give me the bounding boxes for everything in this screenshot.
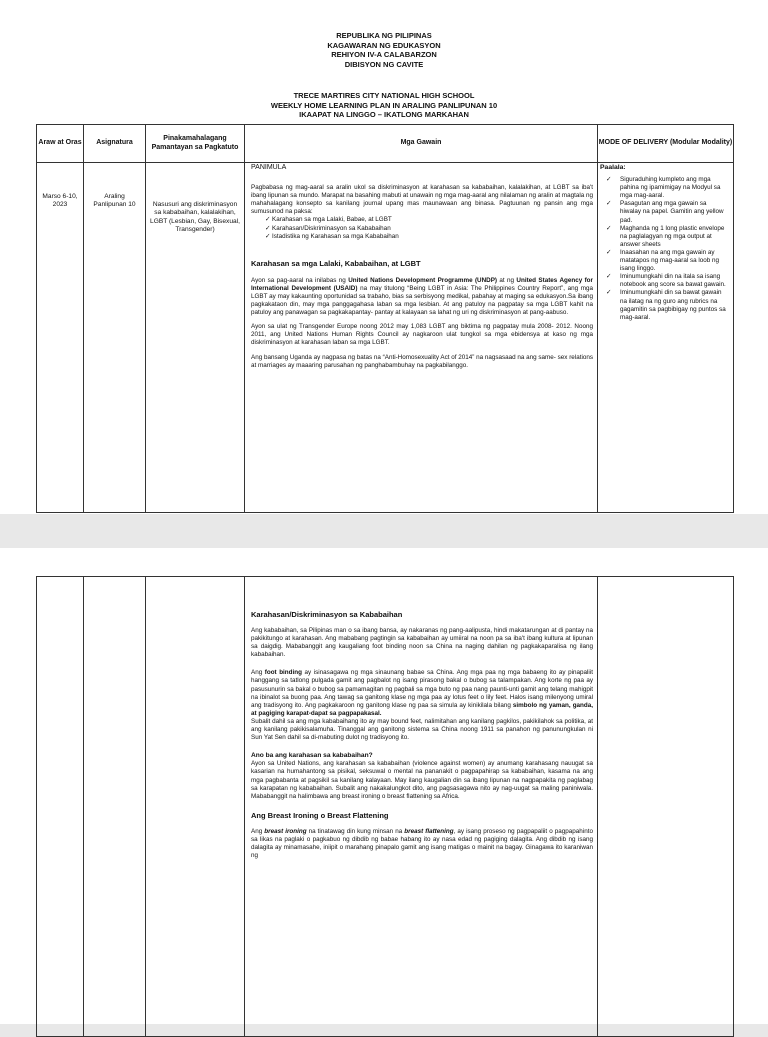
list-item: ✓ Karahasan sa mga Lalaki, Babae, at LGBT bbox=[265, 216, 593, 224]
paalala-box bbox=[598, 163, 733, 322]
list-item: ✓ Inaasahan na ang mga gawain ay matatapos ng mag-aaral sa loob ng isang linggo. bbox=[620, 249, 729, 273]
paragraph: Ang kababaihan, sa Pilipinas man o sa ibang bansa, ay nakaranas ng pang-aalipusta, hindi makatarungan at di pantay na pakikitungo at karahasan. Ang mababang pagtingin sa kababaihan ay umiiral na noon pa sa iba't ibang kultura at lipunan sa daigdig. Mababanggit ang kaugaliang foot binding noon sa China na naging dahilan ng pagkakaparalisa ng ilang kababaihan. bbox=[251, 627, 593, 659]
learning-plan-table bbox=[36, 124, 734, 513]
section-heading: Karahasan sa mga Lalaki, Kababaihan, at LGBT bbox=[251, 258, 421, 268]
paragraph: Subalit dahil sa ang mga kababaihang ito ay may bound feet, nalimitahan ang kanilang pagkilos, pakikilahok sa politika, at ang kanilang pakikisalamuha. Tinanggal ang ganitong sistema sa China noong 1911 sa panahon ng panunungkulan ni Sun Yat Sen dahil sa di-mabuting dulot ng tradisyong ito. bbox=[251, 717, 593, 742]
school-name: TRECE MARTIRES CITY NATIONAL HIGH SCHOOL bbox=[293, 91, 475, 100]
document-page-2 bbox=[0, 548, 768, 1024]
plan-title: WEEKLY HOME LEARNING PLAN IN ARALING PANLIPUNAN 10 bbox=[270, 100, 498, 110]
paragraph: Ang foot binding ay isinasagawa ng mga sinaunang babae sa China. Ang mga paa ng mga babaeng ito ay pinapaliit hanggang sa tatlong pulgada gamit ang pagbalot ng isang pirasong bakal o bubog sa talampakan. Ang korte ng paa ay pasusunurin sa bakal o bubog sa pamamagitan ng pagbali sa mga buto ng paa nang paunti-unti gamit ang telang mahigpit na ibinalot sa buong paa. Ang tawag sa ganitong klase ng mga paa ay lotus feet o lily feet. Halos isang milenyong umiral ang tradisyong ito. Ang pagkakaroon ng ganitong klase ng paa sa simula ay kinikilala bilang simbolo ng yaman, ganda, at pagiging karapat-dapat sa pagpapakasal. bbox=[251, 669, 593, 717]
header-line-region: REHIYON IV-A CALABARZON bbox=[331, 50, 437, 59]
delivery-cell bbox=[598, 163, 734, 513]
panimula-label: PANIMULA bbox=[251, 164, 287, 171]
activities-content bbox=[245, 577, 597, 860]
list-item: ✓ Istadistika ng Karahasan sa mga Kababaihan bbox=[265, 233, 593, 241]
list-item: ✓ Karahasan/Diskriminasyon sa Kababaihan bbox=[265, 225, 593, 233]
learning-plan-table-continued bbox=[36, 576, 734, 1037]
list-item: ✓ Iminumungkahi din na itala sa isang notebook ang score sa bawat gawain. bbox=[620, 273, 729, 289]
col-header-activities: Mga Gawain bbox=[245, 125, 598, 163]
list-item: ✓ Siguraduhing kumpleto ang mga pahina ng ipamimigay na Modyul sa mga mag-aaral. bbox=[620, 176, 729, 200]
topic-list bbox=[251, 216, 593, 240]
section-heading: Ang Breast Ironing o Breast Flattening bbox=[251, 810, 389, 820]
subject-cell bbox=[84, 163, 146, 513]
subject-cell bbox=[84, 577, 146, 1037]
agency-header bbox=[0, 31, 768, 69]
col-header-subject: Asignatura bbox=[84, 125, 146, 163]
date-cell bbox=[37, 577, 84, 1037]
week-quarter: IKAAPAT NA LINGGO – IKATLONG MARKAHAN bbox=[299, 110, 469, 119]
competency-cell bbox=[146, 577, 245, 1037]
table-row bbox=[37, 577, 734, 1037]
document-page-1 bbox=[0, 0, 768, 514]
col-header-competency: Pinakamahalagang Pamantayan sa Pagkatuto bbox=[146, 125, 245, 163]
header-line-republic: REPUBLIKA NG PILIPINAS bbox=[336, 31, 432, 40]
list-item: ✓ Pasagutan ang mga gawain sa hiwalay na papel. Gamitin ang yellow pad. bbox=[620, 200, 729, 224]
subheading: Ano ba ang karahasan sa kababaihan? bbox=[251, 752, 373, 760]
date-text: Marso 6-10, 2023 bbox=[42, 193, 78, 209]
header-line-deped: KAGAWARAN NG EDUKASYON bbox=[327, 40, 441, 50]
paragraph: Ayon sa United Nations, ang karahasan sa kababaihan (violence against women) ay anumang karahasang nauugat sa kasarian na humahantong sa pisikal, seksuwal o mental na pananakit o pagpapahirap sa kababaihan, kasama na ang mga pagbabanta at pagsikil sa kanilang kalayaan. May ilang kaugalian din sa ibang lipunan na nagpapakita ng paglabag sa karapatan ng kababaihan. Subalit ang nakakalungkot dito, ang pagsasagawa nito ay nag-uugat sa maling paniniwala. Mababanggit na halimbawa ang breast ironing o breast flattening sa Africa. bbox=[251, 760, 593, 800]
school-header bbox=[0, 91, 768, 120]
list-item: ✓ Maghanda ng 1 long plastic envelope na paglalagyan ng mga output at answer sheets bbox=[620, 225, 729, 249]
paragraph: Ang breast ironing na tinatawag din kung minsan na breast flattening, ay isang proseso ng pagpapaliit o pagpapahinto sa likas na paglaki o pagkabuo ng dibdib ng babae habang ito ay nasa edad ng pagiging dalagita. Ang dibdib ng isang dalagita ay minamasahe, iniipit o marahang pinapalo gamit ang isang matigas o mainit na bagay. Ginagawa ito karaniwan ng bbox=[251, 827, 593, 860]
activities-cell bbox=[245, 577, 598, 1037]
delivery-cell bbox=[598, 577, 734, 1037]
table-row bbox=[37, 163, 734, 513]
paragraph: Ang bansang Uganda ay nagpasa ng batas na “Anti-Homosexuality Act of 2014” na nagsasaad na ang same- sex relations at marriages ay maaaring parusahan ng panghabambuhay na pagkabilanggo. bbox=[251, 353, 594, 369]
table-header-row bbox=[37, 125, 734, 163]
intro-paragraph: Pagbabasa ng mag-aaral sa aralin ukol sa diskriminasyon at karahasan sa kababaihan, kalalakihan, at LGBT sa iba't ibang lipunan sa mundo. Marapat na basahing mabuti at unawain ng mga mag-aaral ang nilalaman ng aralin at magtala ng mahahalagang konsepto sa kanilang journal upang mas maunawaan ang binasa. Pagtuunan ng pansin ang mga sumusunod na paksa: bbox=[251, 184, 594, 216]
col-header-date: Araw at Oras bbox=[37, 125, 84, 163]
competency-cell bbox=[146, 163, 245, 513]
activities-content bbox=[245, 163, 597, 370]
header-line-division: DIBISYON NG CAVITE bbox=[344, 59, 424, 69]
paalala-label: Paalala: bbox=[600, 164, 626, 171]
reminder-list bbox=[600, 176, 729, 322]
competency-text: Nasusuri ang diskriminasyon sa kababaihan, kalalakihan, LGBT (Lesbian, Gay, Bisexual, Transgender) bbox=[150, 201, 240, 234]
activities-cell bbox=[245, 163, 598, 513]
paragraph: Ayon sa pag-aaral na inilabas ng United Nations Development Programme (UNDP) at ng United States Agency for International Development (USAID) na may titulong “Being LGBT in Asia: The Philippines Country Report”, ang mga LGBT ay may kakaunting oportunidad sa trabaho, bias sa serbisyong medikal, pabahay at maging sa edukasyon.Sa ibang pagkakataon din, may mga panggagahasa laban sa mga lesbian. At ang patuloy na pagpatay sa mga LGBT kahit na patuloy ang panawagan sa pagkakapantay- pantay at kalayaan sa lahat ng uri ng diskriminasyon at pang-aabuso. bbox=[251, 276, 594, 317]
paragraph: Ayon sa ulat ng Transgender Europe noong 2012 may 1,083 LGBT ang biktima ng pagpatay mula 2008- 2012. Noong 2011, ang United Nations Human Rights Council ay nagkaroon ulat tungkol sa mga ebidensya at kaso ng mga diskriminasyon at karahasan laban sa mga LGBT. bbox=[251, 323, 593, 347]
date-cell bbox=[37, 163, 84, 513]
subject-text: Araling Panlipunan 10 bbox=[93, 193, 136, 209]
section-heading: Karahasan/Diskriminasyon sa Kababaihan bbox=[251, 610, 403, 619]
list-item: ✓ Iminumungkahi din sa bawat gawain na ilatag na ng guro ang rubrics na gagamitin sa pagbibigay ng puntos sa mag-aaral. bbox=[620, 289, 729, 321]
col-header-delivery: MODE OF DELIVERY (Modular Modality) bbox=[598, 125, 734, 163]
